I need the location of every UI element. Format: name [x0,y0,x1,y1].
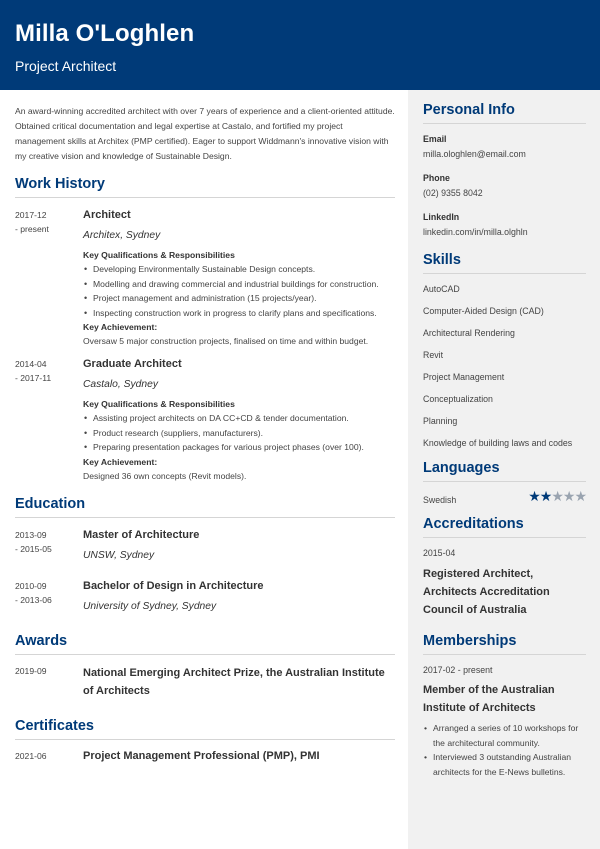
star-filled-icon: ★ [539,488,552,504]
personal-info-section [423,101,586,238]
work-entry [15,357,395,483]
job-title: Architect [83,209,131,221]
responsibilities-list [83,411,395,455]
phone-label: Phone [423,173,450,183]
certificate-date: 2021-06 [15,750,47,761]
section-title-awards: Awards [15,632,395,655]
section-title-education: Education [15,495,395,518]
linkedin-value[interactable]: linkedin.com/in/milla.olghln [423,227,528,237]
list-item: • Arranged a series of 10 workshops for the architectural community. [423,721,586,750]
award-entry [15,664,395,700]
list-item: • Project management and administration (15 projects/year). [83,291,395,306]
section-title-skills: Skills [423,251,586,274]
star-empty-icon: ★ [562,488,575,504]
school-name: University of Sydney, Sydney [83,600,217,612]
skill-item: Architectural Rendering [423,328,515,338]
achievement-text: Oversaw 5 major construction projects, finalised on time and within budget. [83,336,369,346]
accreditations-section [423,515,586,619]
responsibilities-list [83,262,395,320]
skill-item: Computer-Aided Design (CAD) [423,306,544,316]
memberships-section [423,632,586,779]
section-title-languages: Languages [423,459,586,482]
accreditation-name: Registered Architect, Architects Accreditation Council of Australia [423,568,550,616]
section-title-certificates: Certificates [15,717,395,740]
award-date: 2019-09 [15,665,47,676]
responsibilities-label: Key Qualifications & Responsibilities [83,399,235,409]
star-empty-icon: ★ [551,488,563,504]
degree-title: Master of Architecture [83,528,200,541]
list-item: • Inspecting construction work in progress to clarify plans and specifications. [83,306,395,321]
education-date [15,528,81,556]
skills-section [423,251,586,449]
languages-section [423,459,586,504]
award-title: National Emerging Architect Prize, the Australian Institute of Architects [83,666,385,697]
date-end: - 2015-05 [15,543,52,554]
achievement-text: Designed 36 own concepts (Revit models). [83,470,247,481]
school-name: UNSW, Sydney [83,549,155,561]
membership-name: Member of the Australian Institute of Architects [423,684,555,714]
achievement-label: Key Achievement: [83,456,158,467]
resume-header [0,0,600,90]
date-end: - 2017-11 [15,373,52,383]
language-row [423,490,586,504]
section-title-personal-info: Personal Info [423,101,586,124]
certificate-entry [15,749,395,764]
star-empty-icon: ★ [574,488,586,504]
candidate-name: Milla O'Loghlen [15,20,195,47]
section-title-memberships: Memberships [423,632,586,655]
work-date [15,208,81,236]
responsibilities-label: Key Qualifications & Responsibilities [83,250,235,260]
certificate-title: Project Management Professional (PMP), PMI [83,749,320,762]
list-item: • Assisting project architects on DA CC+CD & tender documentation. [83,411,395,426]
email-label: Email [423,134,447,144]
date-start: 2014-04 [15,359,47,369]
job-title: Graduate Architect [83,358,182,370]
skill-item: Knowledge of building laws and codes [423,438,573,448]
date-end: - 2013-06 [15,594,52,605]
membership-date: 2017-02 - present [423,665,493,675]
work-entry [15,208,395,348]
candidate-role: Project Architect [15,58,117,74]
profile-summary: An award-winning accredited architect with over 7 years of experience and a client-oriented attitude. Obtained critical documentation and legal expertise at Castalo, and fortified my project management skills at Architex (PMP certified). Eager to support Widdmann's innovative vision with my creative vision and knowledge of Sustainable Design. [15,106,395,161]
date-start: 2010-09 [15,580,47,591]
list-item: • Preparing presentation packages for various project phases (over 100). [83,440,395,455]
language-name: Swedish [423,495,457,505]
skill-item: Planning [423,416,458,426]
section-title-accreditations: Accreditations [423,515,586,538]
rating-stars-icon [528,490,586,502]
education-date [15,579,81,607]
job-org: Architex, Sydney [83,230,161,241]
star-filled-icon: ★ [528,488,540,504]
skill-item: Project Management [423,372,505,382]
main-column [15,90,395,764]
linkedin-label: LinkedIn [423,212,460,222]
date-end: - present [15,224,49,234]
skill-item: Revit [423,350,444,360]
work-date [15,357,81,385]
membership-list [423,721,586,779]
education-entry [15,579,395,614]
skill-item: AutoCAD [423,284,460,294]
date-start: 2017-12 [15,210,47,220]
accreditation-date: 2015-04 [423,548,456,558]
phone-value[interactable]: (02) 9355 8042 [423,188,483,198]
list-item: • Modelling and drawing commercial and industrial buildings for construction. [83,277,395,292]
education-entry [15,528,395,563]
date-start: 2013-09 [15,529,47,540]
email-value[interactable]: milla.ologhlen@email.com [423,149,526,159]
skill-item: Conceptualization [423,394,493,404]
list-item: • Developing Environmentally Sustainable Design concepts. [83,262,395,277]
list-item: • Product research (suppliers, manufacturers). [83,426,395,441]
list-item: • Interviewed 3 outstanding Australian architects for the E-News bulletins. [423,750,586,779]
degree-title: Bachelor of Design in Architecture [83,579,264,592]
achievement-label: Key Achievement: [83,322,158,332]
section-title-work-history: Work History [15,175,395,198]
job-org: Castalo, Sydney [83,379,158,390]
